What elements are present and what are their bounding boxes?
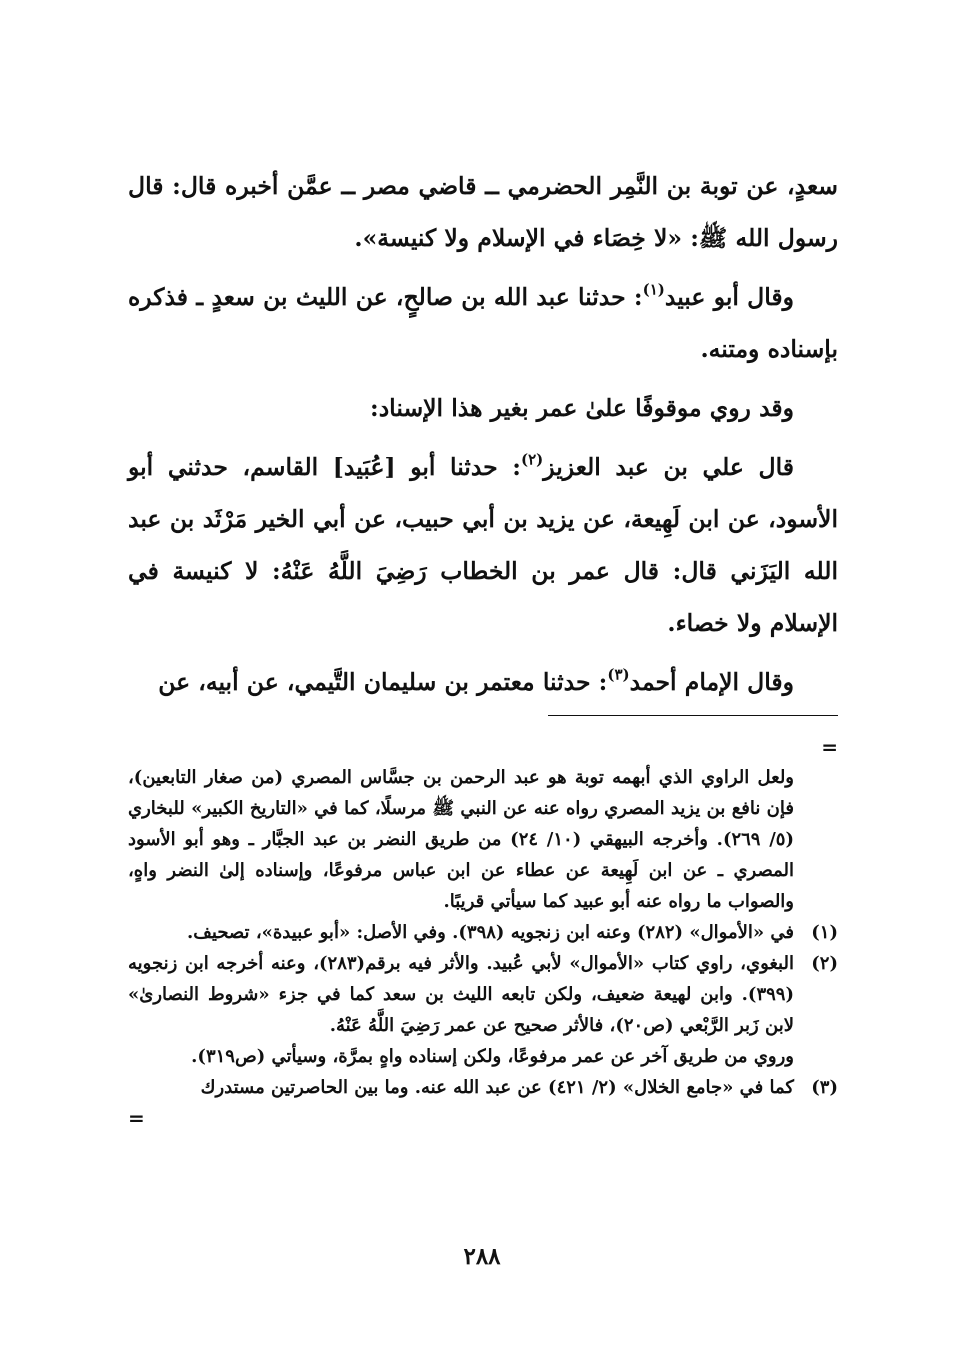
- footnote-text: في «الأموال» (٢٨٢) وعنه ابن زنجويه (٣٩٨). وفي الأصل: «أبو عبيدة»، تصحيف.: [186, 922, 794, 943]
- footnote-1: [128, 917, 838, 948]
- footnote-text: كما في «جامع الخلال» (٢/ ٤٢١) عن عبد الله عنه. وما بين الحاصرتين مستدرك: [200, 1077, 794, 1098]
- footnotes: [128, 732, 838, 1133]
- page-number: ٢٨٨: [463, 1243, 501, 1270]
- footnote-text: البغوي، راوي كتاب «الأموال» لأبي عُبيد. والأثر فيه برقم(٢٨٣)، وعنه أخرجه ابن زنجويه (٣٩٩). وابن لهيعة ضعيف، ولكن تابعه الليث بن سعد كما في جزء «شروط النصارىٰ» لابن زَبر الرَّبْعي (ص٢٠)، فالأثر صحيح عن عمر رَضِيَ اللَّهُ عَنْهُ.: [128, 953, 794, 1036]
- paragraph-4-text: قال علي بن عبد العزيز: [543, 453, 794, 481]
- paragraph-5: [128, 656, 838, 708]
- footnote-number: (٢): [811, 953, 838, 974]
- paragraph-3: وقد روي موقوفًا علىٰ عمر بغير هذا الإسناد:: [370, 394, 794, 422]
- paragraph-5-rest: : حدثنا معتمر بن سليمان التَّيمي، عن أبيه، عن: [158, 668, 608, 696]
- footnote-ref-3[interactable]: (٣): [607, 665, 630, 684]
- paragraph-4: [128, 441, 838, 649]
- paragraph-2-text: وقال أبو عبيد: [664, 283, 794, 311]
- main-text: [128, 160, 838, 715]
- footnote-separator: [548, 715, 838, 716]
- continuation-marker: =: [821, 735, 838, 759]
- paragraph-2-rest: : حدثنا عبد الله بن صالحٍ، عن الليث بن سعدٍ ـ فذكره بإسناده ومتنه.: [128, 283, 838, 363]
- footnote-ref-1[interactable]: (١): [642, 280, 665, 299]
- footnote-number: (١): [811, 922, 838, 943]
- paragraph-1: سعدٍ، عن توبة بن النَّمِر الحضرمي ــ قاضي مصر ــ عمَّن أخبره قال: قال رسول الله ﷺ: «لا خِصَاء في الإسلام ولا كنيسة».: [128, 172, 838, 252]
- footnote-text-extra: وروي من طريق آخر عن عمر مرفوعًا، ولكن إسناده واهٍ بمرَّة، وسيأتي (ص٣١٩).: [191, 1046, 794, 1067]
- paragraph-4-rest: : حدثنا أبو [عُبَيد] القاسم، حدثني أبو الأسود، عن ابن لَهِيعة، عن يزيد بن أبي حبيب، عن أبي الخير مَرْثَد بن عبد الله اليَزَني قال: قال عمر بن الخطاب رَضِيَ اللَّهُ عَنْهُ: لا كنيسة في الإسلام ولا خصاء.: [128, 453, 838, 637]
- footnote-3: [128, 1072, 838, 1103]
- footnote-continuation: ولعل الراوي الذي أبهمه توبة هو عبد الرحمن بن جسَّاس المصري (من صغار التابعين)، فإن نافع بن يزيد المصري رواه عنه عن النبي ﷺ مرسلًا، كما في «التاريخ الكبير» للبخاري (٥/ ٢٦٩). وأخرجه البيهقي (١٠/ ٢٤) من طريق النضر بن عبد الجبَّار ـ وهو أبو الأسود المصري ـ عن ابن لَهِيعة عن عطاء عن ابن عباس مرفوعًا، وإسناده إلىٰ النضر واهٍ، والصواب ما رواه عنه أبو عبيد كما سيأتي قريبًا.: [128, 767, 794, 912]
- footnote-number: (٣): [811, 1077, 838, 1098]
- paragraph-5-text: وقال الإمام أحمد: [629, 668, 794, 696]
- footnote-ref-2[interactable]: (٢): [520, 450, 544, 469]
- footnote-2: [128, 948, 838, 1072]
- continuation-marker-end: =: [128, 1106, 145, 1130]
- paragraph-2: [128, 271, 838, 375]
